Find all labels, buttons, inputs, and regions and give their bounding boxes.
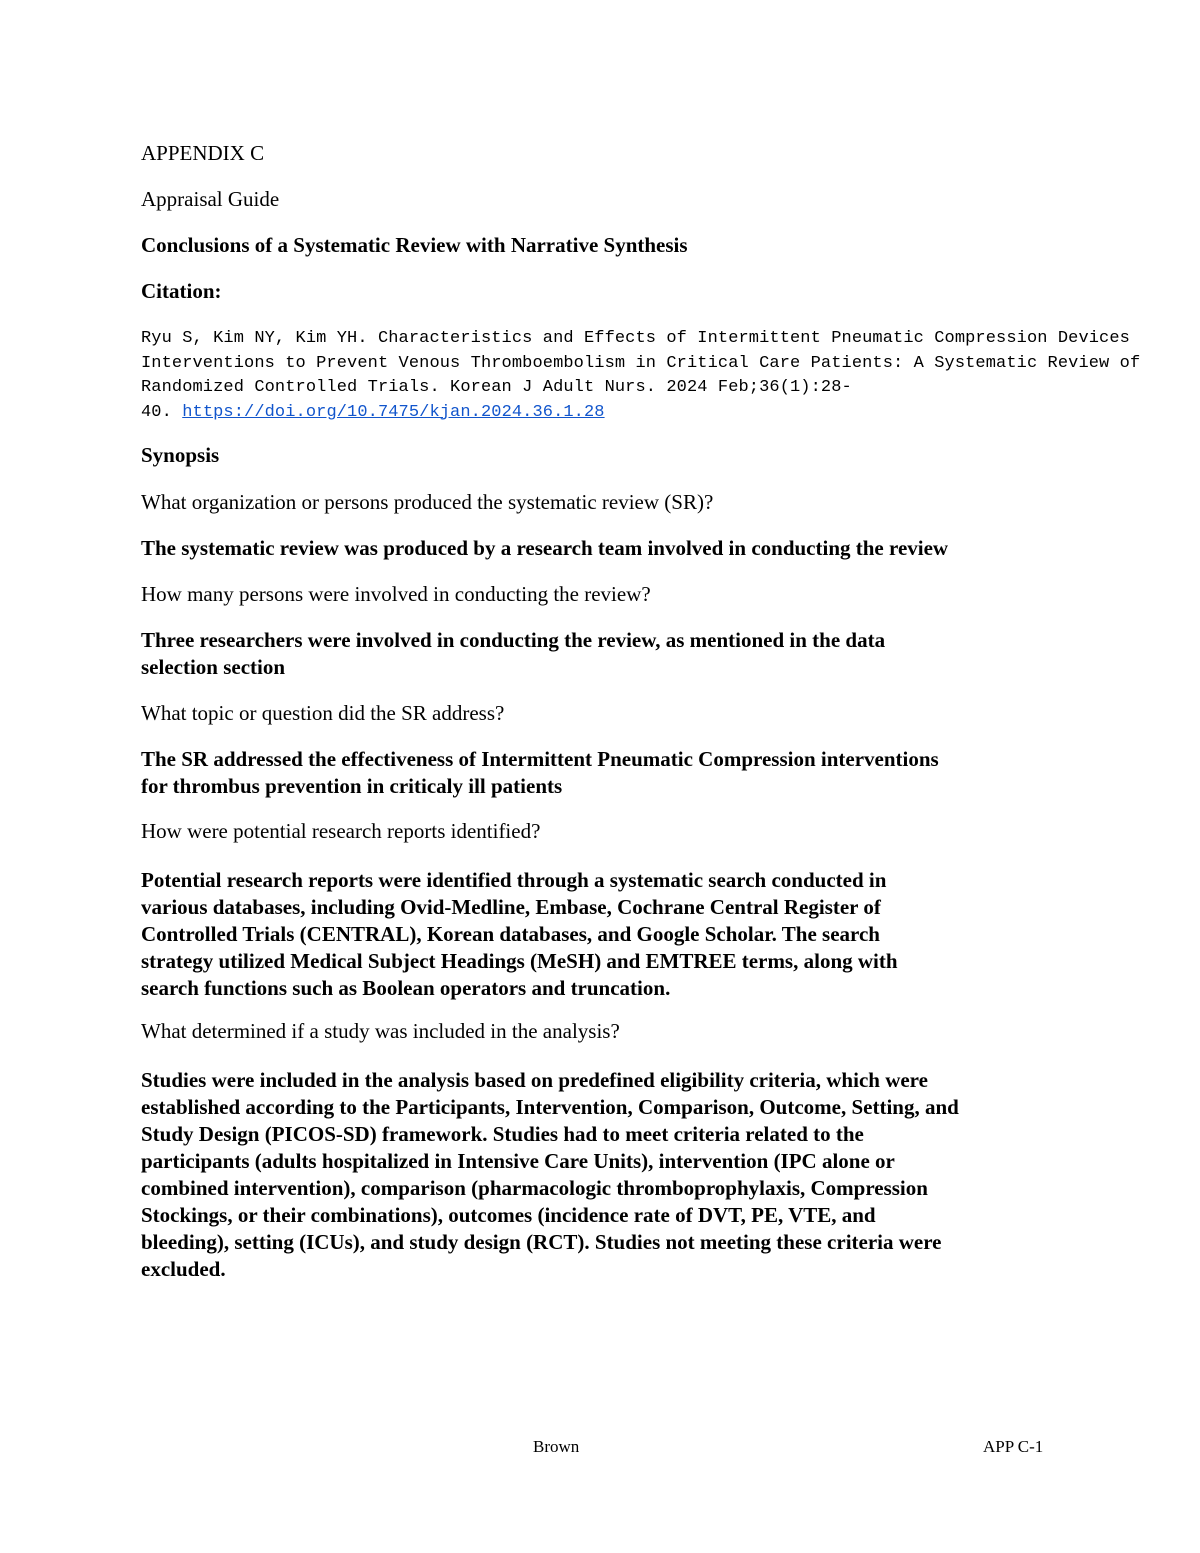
footer-page-number: APP C-1 — [983, 1437, 1044, 1456]
synopsis-heading: Synopsis — [141, 443, 220, 467]
citation-line: Ryu S, Kim NY, Kim YH. Characteristics and Effects of Intermittent Pneumatic Compression Devices — [141, 329, 1130, 348]
question-4: How were potential research reports identified? — [141, 819, 541, 843]
answer-line: various databases, including Ovid-Medline, Embase, Cochrane Central Register of — [141, 895, 881, 919]
question-1: What organization or persons produced the systematic review (SR)? — [141, 490, 714, 514]
answer-line: bleeding), setting (ICUs), and study design (RCT). Studies not meeting these criteria were — [141, 1230, 942, 1254]
answer-line: selection section — [141, 655, 286, 679]
citation-label: Citation: — [141, 279, 222, 303]
answer-line: established according to the Participants, Intervention, Comparison, Outcome, Setting, and — [141, 1095, 959, 1119]
answer-line: Stockings, or their combinations), outcomes (incidence rate of DVT, PE, VTE, and — [141, 1203, 876, 1227]
citation-prefix: 40. — [141, 402, 183, 422]
citation-line: Interventions to Prevent Venous Thromboembolism in Critical Care Patients: A Systematic Review of — [141, 353, 1141, 373]
answer-line: The SR addressed the effectiveness of Intermittent Pneumatic Compression interventions — [141, 747, 939, 771]
answer-line: strategy utilized Medical Subject Headings (MeSH) and EMTREE terms, along with — [141, 949, 898, 973]
answer-4 — [141, 867, 1066, 1002]
answer-line: excluded. — [141, 1257, 226, 1281]
appendix-label: APPENDIX C — [141, 141, 265, 165]
document-subtitle: Conclusions of a Systematic Review with Narrative Synthesis — [141, 233, 688, 257]
question-2: How many persons were involved in conducting the review? — [141, 582, 651, 606]
answer-5 — [141, 1067, 1066, 1283]
answer-line: Potential research reports were identified through a systematic search conducted in — [141, 868, 887, 892]
answer-line: participants (adults hospitalized in Intensive Care Units), intervention (IPC alone or — [141, 1149, 895, 1173]
doi-link[interactable]: https://doi.org/10.7475/kjan.2024.36.1.28 — [182, 402, 605, 422]
question-5: What determined if a study was included in the analysis? — [141, 1019, 620, 1043]
answer-line: search functions such as Boolean operators and truncation. — [141, 976, 671, 1000]
answer-line: Controlled Trials (CENTRAL), Korean databases, and Google Scholar. The search — [141, 922, 880, 946]
answer-3 — [141, 746, 1066, 800]
footer-author: Brown — [533, 1437, 580, 1456]
guide-title: Appraisal Guide — [141, 187, 280, 211]
answer-2 — [141, 627, 1066, 681]
answer-line: combined intervention), comparison (pharmacologic thromboprophylaxis, Compression — [141, 1176, 928, 1200]
answer-line: for thrombus prevention in criticaly ill patients — [141, 774, 563, 798]
answer-line: Studies were included in the analysis based on predefined eligibility criteria, which were — [141, 1068, 928, 1092]
answer-line: Study Design (PICOS-SD) framework. Studies had to meet criteria related to the — [141, 1122, 864, 1146]
citation-block — [141, 327, 1141, 425]
citation-line — [141, 401, 1066, 426]
question-3: What topic or question did the SR address? — [141, 701, 505, 725]
answer-1: The systematic review was produced by a research team involved in conducting the review — [141, 536, 949, 560]
answer-line: Three researchers were involved in conducting the review, as mentioned in the data — [141, 628, 886, 652]
citation-line: Randomized Controlled Trials. Korean J Adult Nurs. 2024 Feb;36(1):28- — [141, 378, 852, 397]
